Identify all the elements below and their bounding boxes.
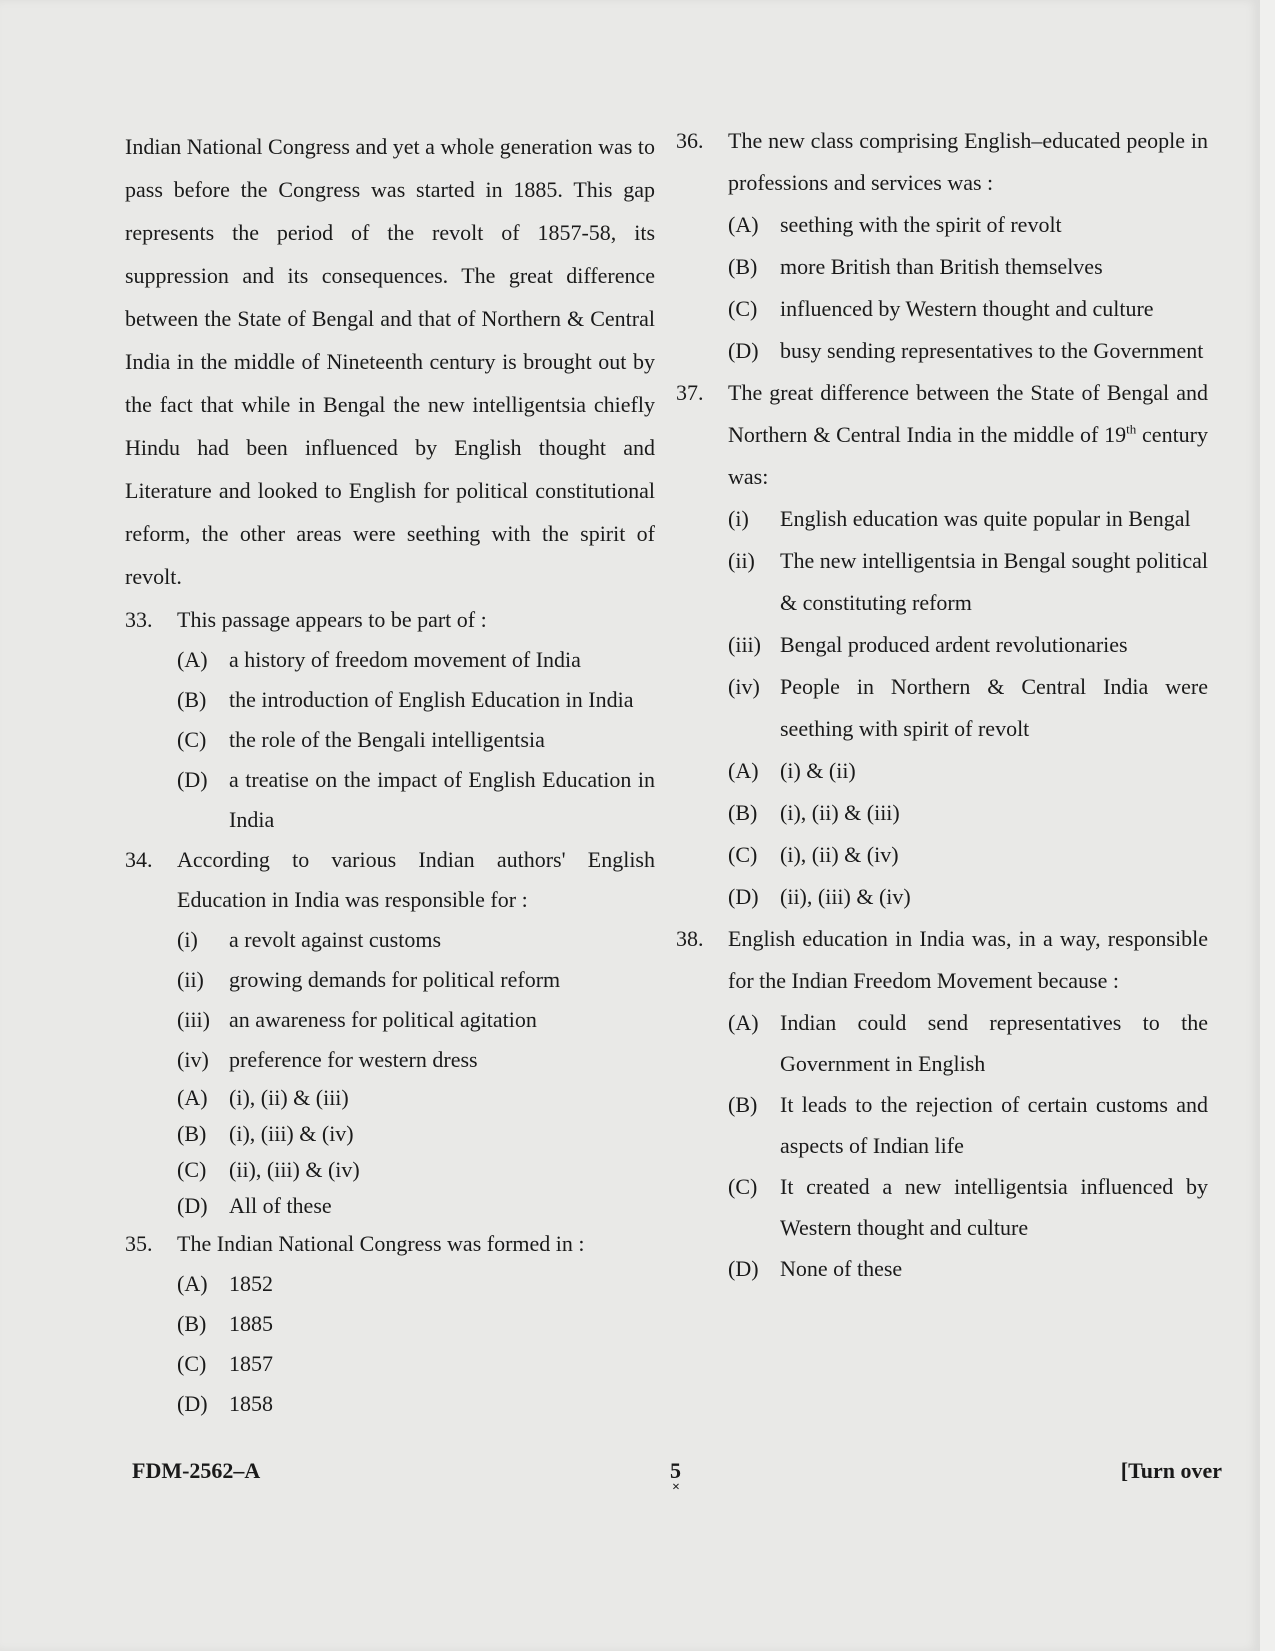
statement-label: (iii) xyxy=(177,1007,210,1032)
option-label: (A) xyxy=(177,1271,208,1296)
option-text: (i), (ii) & (iv) xyxy=(780,842,899,867)
left-column xyxy=(125,125,655,1424)
question-38 xyxy=(676,918,1208,1289)
statement-text: People in Northern & Central India were seething with spirit of revolt xyxy=(780,674,1208,741)
statement-iii xyxy=(728,624,1208,666)
option-a[interactable] xyxy=(728,204,1208,246)
statement-ii xyxy=(728,540,1208,624)
statement-iv xyxy=(728,666,1208,750)
statement-text: The new intelligentsia in Bengal sought political & constituting reform xyxy=(780,548,1208,615)
option-label: (A) xyxy=(728,1010,759,1035)
question-36 xyxy=(676,120,1208,372)
option-a[interactable] xyxy=(728,1002,1208,1084)
option-text: None of these xyxy=(780,1256,903,1281)
option-d[interactable] xyxy=(177,1188,655,1224)
question-number: 38. xyxy=(676,926,704,951)
question-37 xyxy=(676,372,1208,918)
option-b[interactable] xyxy=(177,1116,655,1152)
turn-over-note: [Turn over xyxy=(1120,1458,1222,1483)
question-stem: This passage appears to be part of : xyxy=(177,607,487,632)
option-a[interactable] xyxy=(177,640,655,680)
option-text: (i), (iii) & (iv) xyxy=(229,1121,354,1146)
option-c[interactable] xyxy=(728,288,1208,330)
question-stem: According to various Indian authors' English Education in India was responsible for : xyxy=(177,847,655,912)
option-label: (A) xyxy=(177,1085,208,1110)
option-text: 1858 xyxy=(229,1391,273,1416)
statement-iii xyxy=(177,1000,655,1040)
option-text: more British than British themselves xyxy=(780,254,1103,279)
question-number: 36. xyxy=(676,128,704,153)
option-text: the introduction of English Education in India xyxy=(229,687,634,712)
statement-text: growing demands for political reform xyxy=(229,967,561,992)
statement-label: (i) xyxy=(728,506,749,531)
statement-label: (iv) xyxy=(177,1047,209,1072)
question-35 xyxy=(125,1224,655,1424)
option-b[interactable] xyxy=(728,246,1208,288)
question-number: 34. xyxy=(125,847,153,872)
option-list xyxy=(177,1264,655,1424)
option-text: All of these xyxy=(229,1193,332,1218)
option-text: busy sending representatives to the Government xyxy=(780,338,1204,363)
option-list xyxy=(728,204,1208,372)
question-number: 33. xyxy=(125,607,153,632)
option-list xyxy=(177,1080,655,1224)
option-d[interactable] xyxy=(177,1384,655,1424)
question-number: 35. xyxy=(125,1231,153,1256)
option-text: a history of freedom movement of India xyxy=(229,647,581,672)
option-text: (i), (ii) & (iii) xyxy=(780,800,900,825)
option-list xyxy=(728,750,1208,918)
option-text: 1885 xyxy=(229,1311,273,1336)
option-text: (ii), (iii) & (iv) xyxy=(229,1157,360,1182)
statement-i xyxy=(177,920,655,960)
question-33 xyxy=(125,600,655,840)
question-34 xyxy=(125,840,655,1224)
option-d[interactable] xyxy=(728,876,1208,918)
option-text: 1852 xyxy=(229,1271,273,1296)
question-stem: English education in India was, in a way, responsible for the Indian Freedom Movement because : xyxy=(728,926,1208,993)
right-column xyxy=(676,120,1208,1289)
option-d[interactable] xyxy=(177,760,655,840)
statement-text: English education was quite popular in Bengal xyxy=(780,506,1191,531)
option-c[interactable] xyxy=(177,720,655,760)
option-c[interactable] xyxy=(177,1152,655,1188)
option-d[interactable] xyxy=(728,330,1208,372)
option-b[interactable] xyxy=(728,792,1208,834)
option-text: (i), (ii) & (iii) xyxy=(229,1085,349,1110)
option-text: It created a new intelligentsia influenced by Western thought and culture xyxy=(780,1174,1208,1240)
option-d[interactable] xyxy=(728,1248,1208,1289)
statement-label: (ii) xyxy=(177,967,204,992)
option-label: (C) xyxy=(728,842,758,867)
option-text: It leads to the rejection of certain customs and aspects of Indian life xyxy=(780,1092,1208,1158)
option-label: (A) xyxy=(728,212,759,237)
option-a[interactable] xyxy=(177,1080,655,1116)
option-label: (C) xyxy=(177,1157,207,1182)
option-a[interactable] xyxy=(177,1264,655,1304)
statement-i xyxy=(728,498,1208,540)
statement-label: (ii) xyxy=(728,548,755,573)
option-text: a treatise on the impact of English Education in India xyxy=(229,767,655,832)
option-label: (D) xyxy=(177,1391,208,1416)
option-list xyxy=(177,640,655,840)
option-label: (A) xyxy=(728,758,759,783)
option-c[interactable] xyxy=(728,834,1208,876)
option-label: (D) xyxy=(728,884,759,909)
question-stem-text: century was: xyxy=(728,422,1209,489)
option-label: (D) xyxy=(177,767,208,792)
option-label: (D) xyxy=(728,338,759,363)
statement-list xyxy=(728,498,1208,750)
option-label: (D) xyxy=(728,1256,759,1281)
option-text: seething with the spirit of revolt xyxy=(780,212,1062,237)
page-number: 5 xyxy=(670,1458,681,1483)
ordinal-suffix: th xyxy=(1126,421,1137,437)
question-number: 37. xyxy=(676,380,704,405)
document-code: FDM-2562–A xyxy=(132,1458,261,1483)
statement-text: an awareness for political agitation xyxy=(229,1007,537,1032)
option-label: (C) xyxy=(728,296,758,321)
statement-list xyxy=(177,920,655,1080)
question-stem xyxy=(728,372,1208,498)
statement-ii xyxy=(177,960,655,1000)
option-label: (B) xyxy=(728,254,758,279)
option-label: (D) xyxy=(177,1193,208,1218)
question-stem: The Indian National Congress was formed in : xyxy=(177,1231,585,1256)
option-label: (A) xyxy=(177,647,208,672)
option-label: (B) xyxy=(728,800,758,825)
option-label: (B) xyxy=(177,1121,207,1146)
option-label: (C) xyxy=(177,727,207,752)
option-text: Indian could send representatives to the Government in English xyxy=(780,1010,1208,1076)
option-label: (B) xyxy=(177,687,207,712)
option-text: (i) & (ii) xyxy=(780,758,856,783)
option-text: influenced by Western thought and culture xyxy=(780,296,1154,321)
option-label: (C) xyxy=(177,1351,207,1376)
statement-iv xyxy=(177,1040,655,1080)
question-stem: The new class comprising English–educated people in professions and services was : xyxy=(728,128,1208,195)
option-label: (B) xyxy=(177,1311,207,1336)
question-stem-text: The great difference between the State of Bengal and Northern & Central India in the middle of 19 xyxy=(728,380,1208,447)
option-label: (C) xyxy=(728,1174,758,1199)
option-text: the role of the Bengali intelligentsia xyxy=(229,727,545,752)
statement-label: (iv) xyxy=(728,674,760,699)
option-list xyxy=(728,1002,1208,1289)
statement-label: (i) xyxy=(177,927,198,952)
option-text: (ii), (iii) & (iv) xyxy=(780,884,911,909)
comprehension-passage: Indian National Congress and yet a whole generation was to pass before the Congress was started in 1885. This gap represents the period of the revolt of 1857-58, its suppression and its consequences. The great difference between the State of Bengal and that of Northern & Central India in the middle of Nineteenth century is brought out by the fact that while in Bengal the new intelligentsia chiefly Hindu had been influenced by English thought and Literature and looked to English for political constitutional reform, the other areas were seething with the spirit of revolt. xyxy=(125,134,655,589)
option-c[interactable] xyxy=(728,1166,1208,1248)
statement-text: preference for western dress xyxy=(229,1047,478,1072)
statement-text: a revolt against customs xyxy=(229,927,442,952)
option-c[interactable] xyxy=(177,1344,655,1384)
statement-text: Bengal produced ardent revolutionaries xyxy=(780,632,1128,657)
option-a[interactable] xyxy=(728,750,1208,792)
page-mark: × xyxy=(672,1480,680,1495)
option-b[interactable] xyxy=(177,680,655,720)
statement-label: (iii) xyxy=(728,632,761,657)
option-text: 1857 xyxy=(229,1351,273,1376)
option-b[interactable] xyxy=(177,1304,655,1344)
page-footer xyxy=(132,1458,1222,1498)
option-label: (B) xyxy=(728,1092,758,1117)
option-b[interactable] xyxy=(728,1084,1208,1166)
